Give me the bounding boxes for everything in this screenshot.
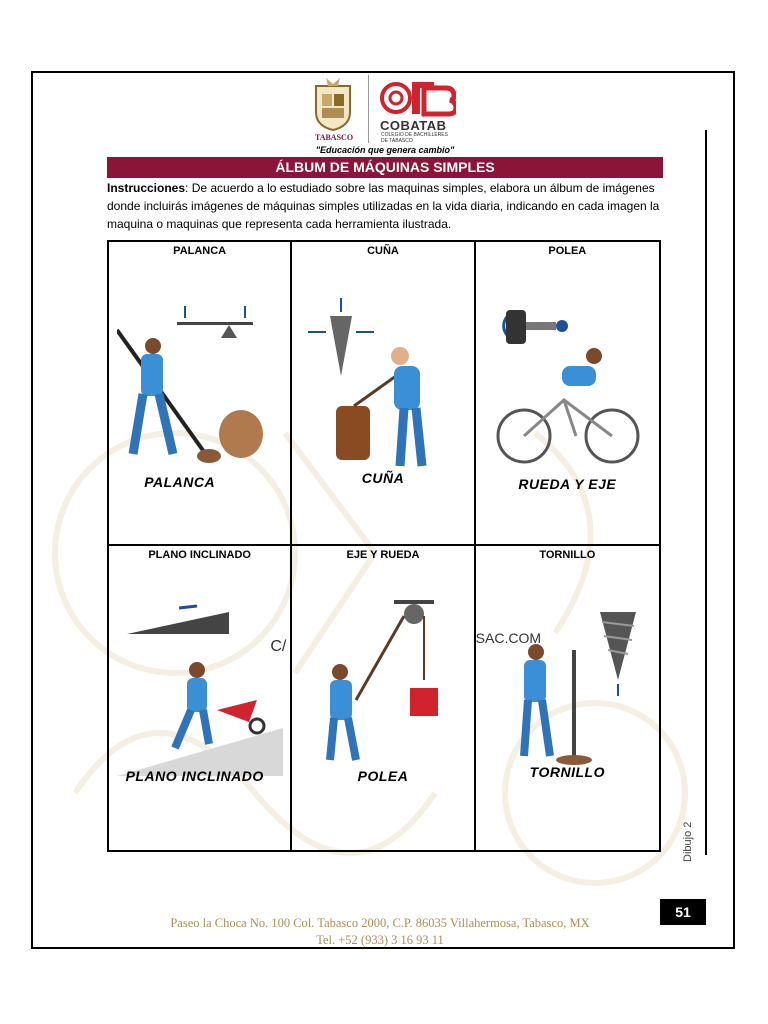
image-label: RUEDA Y EJE [518,476,617,492]
state-name: TABASCO [314,133,354,142]
cobatab-logo-mark [380,78,456,118]
footer-address: Paseo la Choca No. 100 Col. Tabasco 2000, C.P. 86035 Villahermosa, Tabasco, MX [170,916,590,930]
page-title: ÁLBUM DE MÁQUINAS SIMPLES [107,157,663,178]
cell-cuna [292,242,475,546]
cell-plano-inclinado [109,546,292,850]
footer [110,915,650,949]
wheel-axle-illustration [484,276,650,508]
side-label: Dibujo 2 [682,821,694,862]
side-rule [705,130,707,855]
text-fragment: C/ [270,638,287,655]
instructions-label: Instrucciones [107,181,186,195]
cell-tornillo [476,546,659,850]
image-label: PALANCA [144,474,216,490]
cell-heading: PALANCA [173,245,227,257]
image-label: PLANO INCLINADO [125,768,264,784]
brand-name: COBATAB [380,118,447,133]
cell-polea [476,242,659,546]
brand-subtitle: COLEGIO DE BACHILLERES DE TABASCO [381,132,448,144]
footer-phone: Tel. +52 (933) 3 16 93 11 [316,933,444,947]
page-number: 51 [660,899,706,925]
cell-palanca [109,242,292,546]
text-fragment: SAC.COM [475,630,541,646]
cell-heading: PLANO INCLINADO [148,549,251,561]
cell-heading: POLEA [548,245,587,257]
cell-heading: TORNILLO [539,549,596,561]
instructions [107,179,667,233]
image-label: TORNILLO [529,764,605,780]
instructions-text: : De acuerdo a lo estudiado sobre las maquinas simples, elabora un álbum de imágenes donde incluirás imágenes de máquinas simples utilizadas en la vida diaria, indicando en cada imagen la maquina o maquinas que representa cada herramienta ilustrada. [107,181,660,231]
image-label: POLEA [357,768,409,784]
cell-heading: EJE Y RUEDA [346,549,420,561]
cell-heading: CUÑA [367,245,399,257]
cell-eje-y-rueda [292,546,475,850]
machines-grid [107,240,661,852]
tabasco-shield-logo [312,76,354,132]
image-label: CUÑA [361,470,405,486]
slogan: "Educación que genera cambio" [315,145,455,155]
logo-separator [368,75,369,143]
